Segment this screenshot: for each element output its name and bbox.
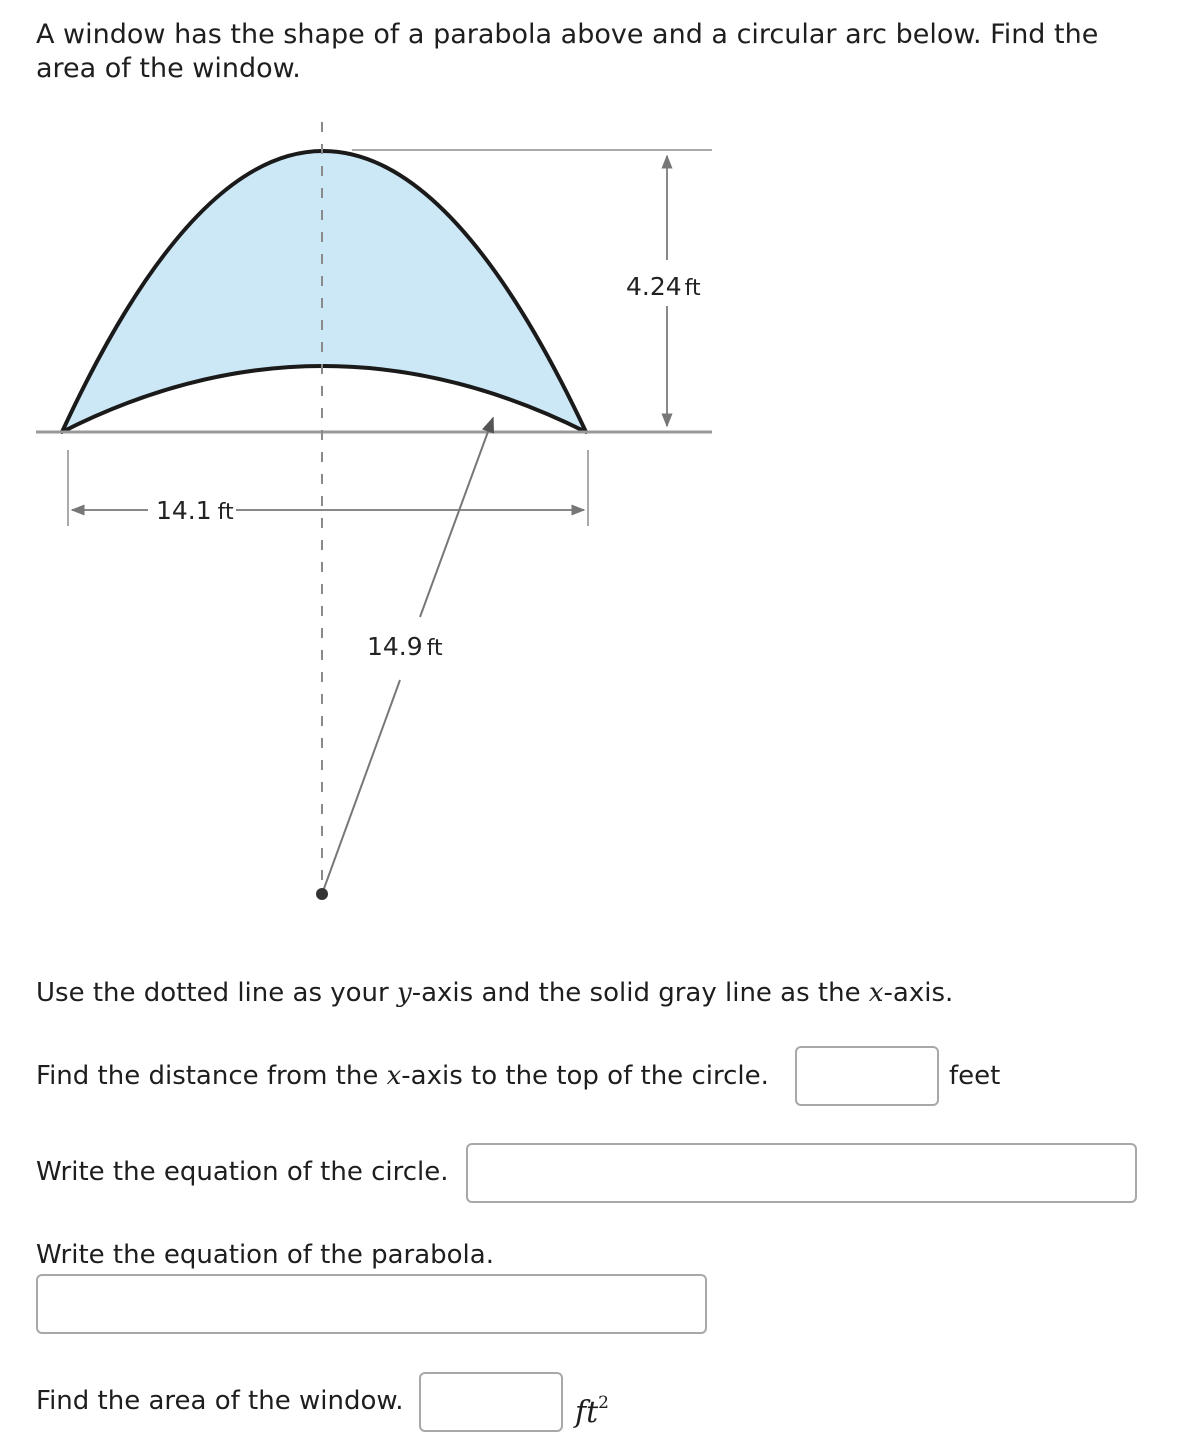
feet-unit-label: feet <box>949 1061 1001 1091</box>
parabola-equation-input[interactable] <box>36 1274 707 1334</box>
radius-line-upper <box>420 418 493 617</box>
circle-top-distance-label: Find the distance from the x-axis to the top of the circle. <box>36 1061 769 1091</box>
window-region <box>62 151 586 432</box>
problem-prompt: A window has the shape of a parabola above and a circular arc below. Find the area of the window. <box>36 19 1099 84</box>
x-variable: x <box>868 978 884 1008</box>
radius-line-lower <box>322 680 400 894</box>
axis-instruction: Use the dotted line as your y-axis and the solid gray line as the x-axis. <box>36 978 954 1008</box>
square-feet-unit-label: $ft^2$ <box>575 1393 609 1430</box>
circle-equation-label: Write the equation of the circle. <box>36 1157 449 1187</box>
window-figure <box>0 110 760 920</box>
radius-label: 14.9 ft <box>367 632 443 661</box>
circle-center-dot <box>316 888 328 900</box>
window-area-label: Find the area of the window. <box>36 1386 404 1416</box>
parabola-equation-label: Write the equation of the parabola. <box>36 1240 494 1270</box>
circle-top-distance-input[interactable] <box>795 1046 939 1106</box>
y-variable: y <box>397 978 412 1008</box>
height-label: 4.24 ft <box>626 272 701 301</box>
circle-equation-input[interactable] <box>466 1143 1137 1203</box>
window-diagram <box>0 110 760 920</box>
width-label: 14.1 ft <box>156 496 234 525</box>
window-area-input[interactable] <box>419 1372 563 1432</box>
